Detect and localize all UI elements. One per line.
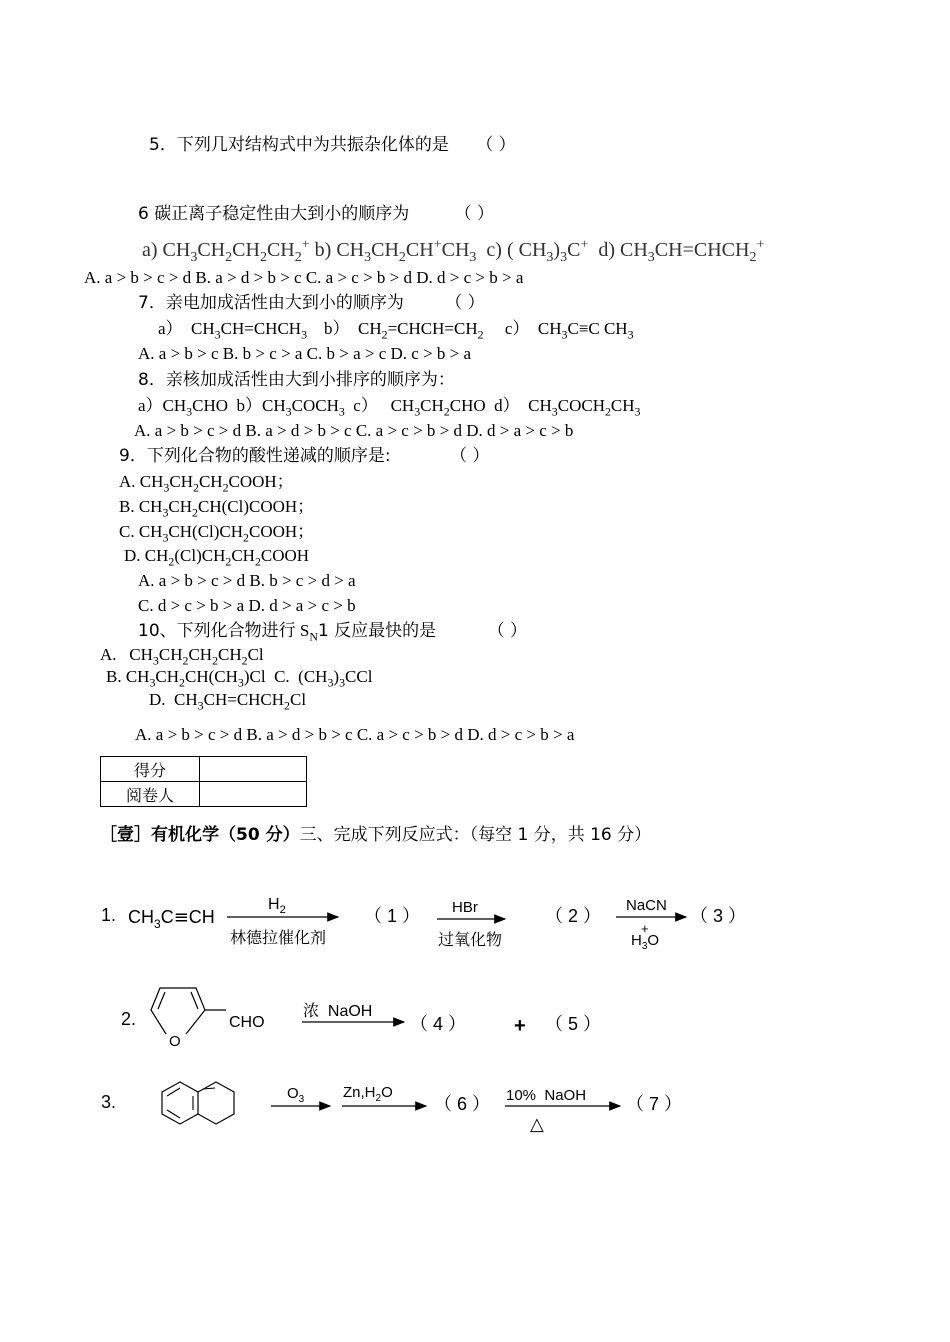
q10-compound-d: D. $CH_3CH=CHCH_2Cl$ [149, 690, 307, 713]
q9-compound-b: B. $CH_3CH_2CH(Cl)COOH$； [119, 497, 315, 520]
reviewer-value-cell[interactable] [200, 782, 307, 807]
score-table [100, 756, 307, 807]
reaction-1-h3o: $H_3O$ [631, 932, 660, 952]
reaction-3-number: 3. [101, 1092, 117, 1112]
q9-compound-d: D. $CH_2(Cl)CH_2CH_2COOH$ [124, 546, 310, 569]
q9-options-2: C. d > c > b > a D. d > a > c > b [138, 596, 356, 615]
reactions-diagram [0, 870, 950, 1190]
reaction-2-number: 2. [121, 1009, 137, 1029]
blank-5: （ 5 ） [545, 1014, 602, 1034]
reaction-1 [101, 896, 746, 952]
furan-ring [151, 988, 226, 1050]
reaction-3-ozone: $O_3$ [287, 1085, 305, 1105]
q8-title: 8．亲核加成活性由大到小排序的顺序为： [138, 370, 455, 390]
q6-title: 6 碳正离子稳定性由大到小的顺序为 （ ） [138, 204, 495, 224]
reaction-1-nacn: NaCN [626, 897, 667, 914]
q5-line: 5．下列几对结构式中为共振杂化体的是 （ ） [149, 135, 516, 155]
blank-7: （ 7 ） [626, 1094, 683, 1114]
q6-options: A. a > b > c > d B. a > d > b > c C. a > c > b > d D. d > c > b > a [84, 268, 524, 287]
q9-title: 9．下列化合物的酸性递减的顺序是: （ ） [119, 446, 490, 466]
heat-symbol: △ [530, 1114, 544, 1134]
reaction-2-cho: CHO [229, 1014, 265, 1031]
q6-structures: a) $CH_3CH_2CH_2CH_2^+$ b) $CH_3CH_2CH^+CH_3$ c) ( $CH_3)_3C^+$ d) $CH_3CH=CHCH_2^+$ [142, 237, 765, 265]
reaction-1-reactant: $CH_3C\equiv CH$ [128, 907, 215, 931]
blank-2: （ 2 ） [545, 906, 602, 926]
blank-6: （ 6 ） [434, 1094, 491, 1114]
q9-options-1: A. a > b > c > d B. b > c > d > a [138, 571, 356, 590]
q10-title: 10、下列化合物进行 $S_N1$ 反应最快的是 （ ） [138, 621, 527, 644]
q7-options: A. a > b > c B. b > c > a C. b > a > c D. c > b > a [138, 344, 472, 363]
q9-compound-c: C. $CH_3CH(Cl)CH_2COOH$； [119, 522, 315, 545]
section-heading: ［壹］有机化学（50 分）三、完成下列反应式：（每空 1 分，共 16 分） [100, 825, 652, 845]
score-value-cell[interactable] [200, 757, 307, 782]
reaction-2 [121, 988, 601, 1050]
furan-oxygen: O [169, 1033, 181, 1050]
reviewer-label: 阅卷人 [101, 782, 200, 807]
reaction-1-peroxide: 过氧化物 [438, 932, 503, 949]
blank-4: （ 4 ） [410, 1014, 467, 1034]
reaction-3 [101, 1082, 682, 1134]
q10-options: A. a > b > c > d B. a > d > b > c C. a > c > b > d D. d > c > b > a [135, 725, 575, 744]
q10-compound-a: A. $CH_3CH_2CH_2CH_2Cl$ [100, 645, 264, 668]
reaction-3-naoh: 10% NaOH [506, 1087, 587, 1104]
dihydronaphthalene [162, 1082, 234, 1124]
reaction-1-number: 1. [101, 905, 117, 925]
q7-structures: a） $CH_3CH=CHCH_3$ b） $CH_2=CHCH=CH_2$ c） $CH_3C\equiv C$ $CH_3$ [158, 319, 634, 342]
blank-3: （ 3 ） [690, 906, 747, 926]
reaction-3-zn: $Zn,H_2O$ [343, 1084, 393, 1104]
q8-structures: $a)CH_3CHO$ $b)CH_3COCH_3$ c） $CH_3CH_2CHO$ d） $CH_3COCH_2CH_3$ [138, 396, 641, 419]
q9-compound-a: A. $CH_3CH_2CH_2COOH$； [119, 472, 294, 495]
q7-title: 7．亲电加成活性由大到小的顺序为 （ ） [138, 293, 485, 313]
reaction-1-catalyst: 林德拉催化剂 [230, 930, 327, 947]
blank-1: （ 1 ） [364, 906, 421, 926]
reaction-1-plus-charge: + [641, 921, 649, 936]
reaction-1-h2: $H_2$ [268, 896, 286, 916]
q8-options: A. a > b > c > d B. a > d > b > c C. a > c > b > d D. d > a > c > b [134, 421, 574, 440]
reaction-2-reagent: 浓 NaOH [303, 1003, 373, 1020]
q10-compound-bc: B. $CH_3CH_2CH(CH_3)Cl$ C. $(CH_3)_3CCl$ [106, 667, 373, 690]
score-label: 得分 [101, 757, 200, 782]
reaction-1-hbr: HBr [452, 899, 478, 916]
reaction-2-plus: + [514, 1015, 526, 1037]
